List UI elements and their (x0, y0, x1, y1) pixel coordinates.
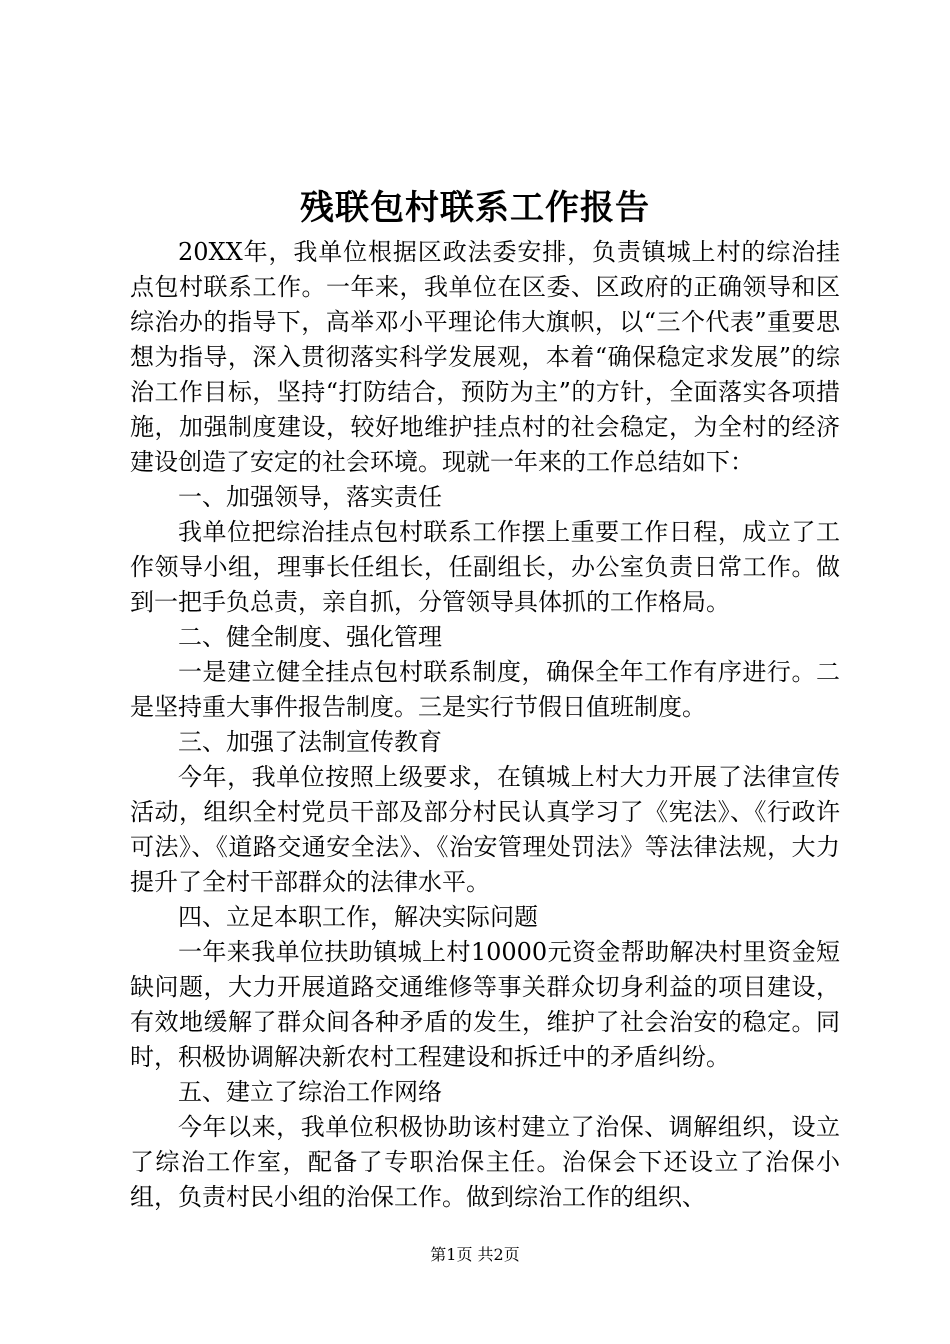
section-heading-2: 二、健全制度、强化管理 (178, 623, 442, 651)
document-body (130, 235, 840, 1215)
intro-paragraph: 20XX年，我单位根据区政法委安排，负责镇城上村的综治挂点包村联系工作。一年来，我单位在区委、区政府的正确领导和区综治办的指导下，高举邓小平理论伟大旗帜，以“三个代表”重要思想为指导，深入贯彻落实科学发展观，本着“确保稳定求发展”的综治工作目标，坚持“打防结合，预防为主”的方针，全面落实各项措施，加强制度建设，较好地维护挂点村的社会稳定，为全村的经济建设创造了安定的社会环境。现就一年来的工作总结如下： (130, 238, 840, 476)
section-paragraph-2: 一是建立健全挂点包村联系制度，确保全年工作有序进行。二是坚持重大事件报告制度。三是实行节假日值班制度。 (130, 658, 840, 721)
section-paragraph-4: 一年来我单位扶助镇城上村10000元资金帮助解决村里资金短缺问题，大力开展道路交通维修等事关群众切身利益的项目建设，有效地缓解了群众间各种矛盾的发生，维护了社会治安的稳定。同时，积极协调解决新农村工程建设和拆迁中的矛盾纠纷。 (130, 938, 840, 1071)
section-heading-4: 四、立足本职工作，解决实际问题 (178, 903, 538, 931)
section-paragraph-3: 今年，我单位按照上级要求，在镇城上村大力开展了法律宣传活动，组织全村党员干部及部分村民认真学习了《宪法》、《行政许可法》、《道路交通安全法》、《治安管理处罚法》等法律法规，大力提升了全村干部群众的法律水平。 (130, 763, 840, 896)
section-heading-3: 三、加强了法制宣传教育 (178, 728, 442, 756)
section-paragraph-1: 我单位把综治挂点包村联系工作摆上重要工作日程，成立了工作领导小组，理事长任组长，任副组长，办公室负责日常工作。做到一把手负总责，亲自抓，分管领导具体抓的工作格局。 (130, 518, 840, 616)
section-heading-5: 五、建立了综治工作网络 (178, 1078, 442, 1106)
document-title: 残联包村联系工作报告 (300, 188, 650, 228)
page-number-footer: 第1页 共2页 (430, 1245, 520, 1264)
section-heading-1: 一、加强领导，落实责任 (178, 483, 442, 511)
section-paragraph-5: 今年以来，我单位积极协助该村建立了治保、调解组织，设立了综治工作室，配备了专职治保主任。治保会下还设立了治保小组，负责村民小组的治保工作。做到综治工作的组织、 (130, 1113, 840, 1211)
